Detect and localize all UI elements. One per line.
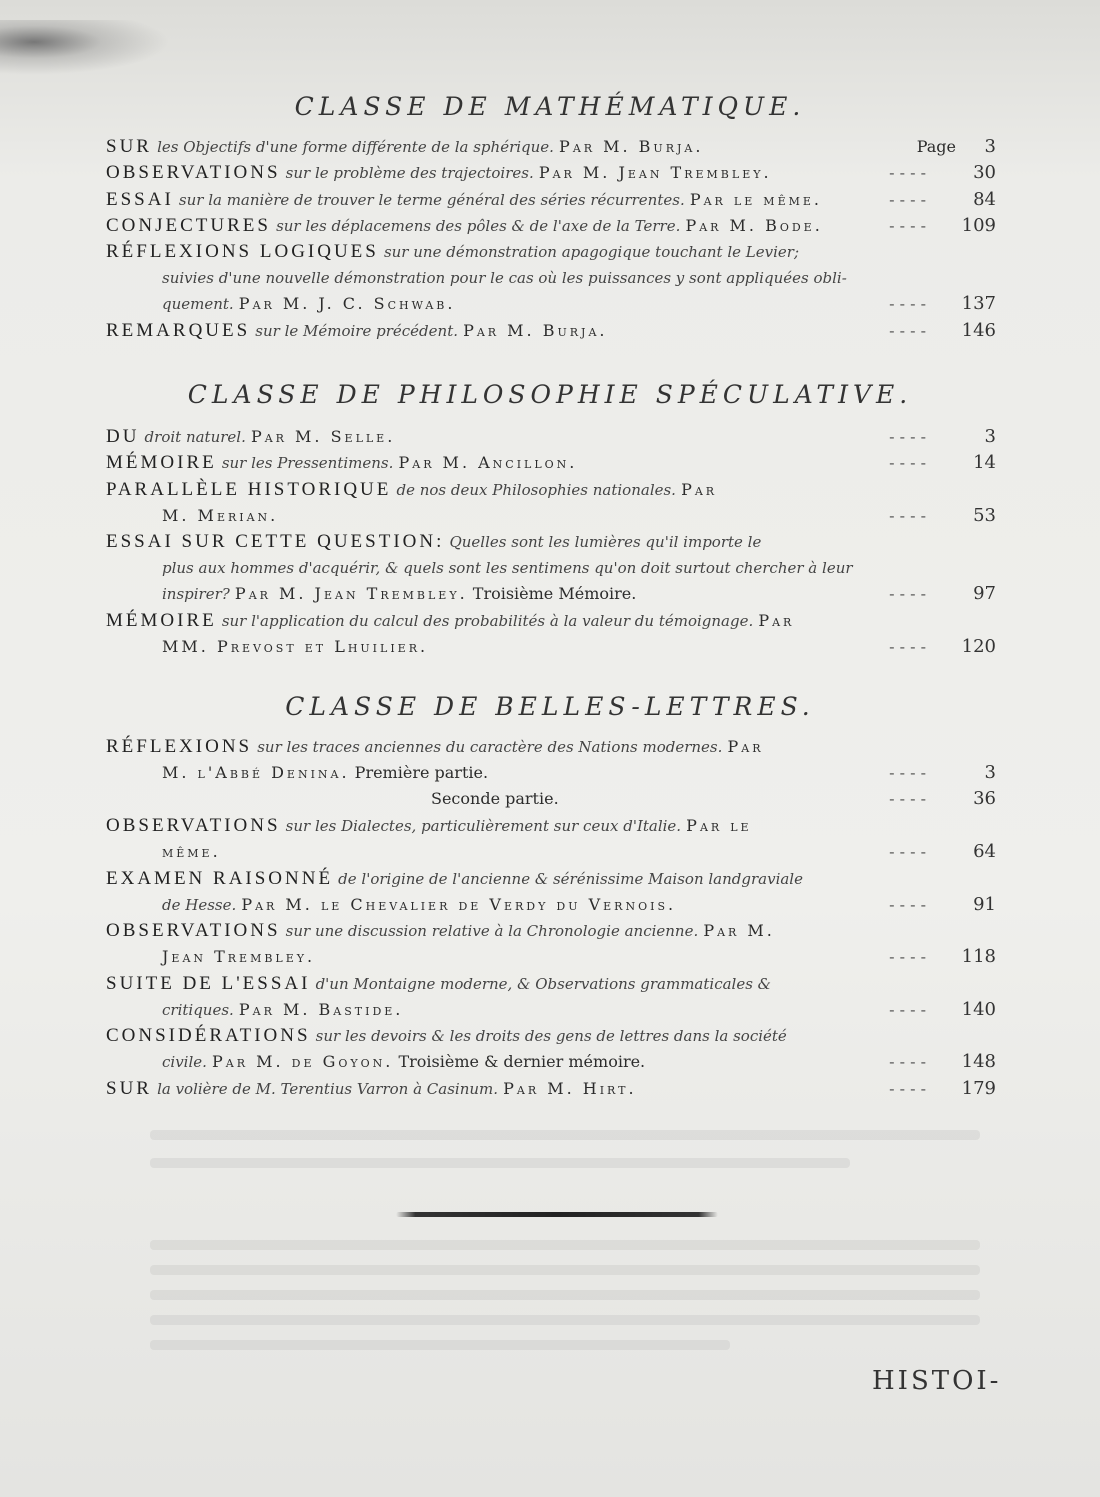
entry-subject: civile.	[162, 1053, 207, 1072]
toc-line	[106, 839, 996, 865]
toc-line	[106, 265, 996, 291]
entry-author: Par M. J. C. Schwab.	[238, 294, 456, 314]
section-title: CLASSE DE MATHÉMATIQUE.	[294, 92, 806, 121]
toc-line	[106, 786, 996, 812]
entry-subject: de Hesse.	[162, 895, 237, 914]
toc-line	[106, 581, 996, 607]
toc-entry	[106, 424, 996, 450]
entry-author: Par	[681, 479, 718, 499]
leader-dashes: - - - -	[889, 584, 926, 604]
page-number: 109	[961, 214, 996, 236]
toc-line	[106, 892, 996, 918]
page-number: 30	[973, 162, 996, 184]
page-number: 3	[984, 136, 996, 157]
entry-lead-word: PARALLÈLE HISTORIQUE	[106, 478, 392, 500]
entry-subject: la volière de M. Terentius Varron à Casinum.	[157, 1079, 499, 1098]
entry-subject: plus aux hommes d'acquérir, & quels sont les sentimens qu'on doit surtout chercher à leur	[162, 559, 853, 578]
entry-subject: de nos deux Philosophies nationales.	[396, 480, 676, 499]
leader-dashes: - - - -	[889, 763, 926, 782]
entry-author: Par M. le Chevalier de Verdy du Vernois.	[241, 894, 677, 914]
entry-lead-word: SUR	[106, 1077, 152, 1099]
entry-author: Par le même.	[689, 189, 822, 209]
toc-line	[106, 477, 996, 503]
entry-author: Par M. Hirt.	[503, 1078, 637, 1098]
entry-subject: sur les Dialectes, particulièrement sur ceux d'Italie.	[285, 816, 682, 835]
entry-lead-word: EXAMEN RAISONNÉ	[106, 867, 334, 889]
page-number: 3	[984, 426, 996, 447]
leader-dashes: - - - -	[889, 1078, 926, 1098]
toc-entry	[106, 608, 996, 660]
toc-line	[106, 555, 996, 581]
toc-entry	[106, 1023, 996, 1075]
ornamental-rule	[396, 1212, 718, 1217]
leader-dashes: - - - -	[889, 1052, 926, 1072]
page-number: 14	[973, 452, 996, 474]
entry-author: MM. Prevost et Lhuilier.	[162, 637, 429, 657]
entry-author: Par M. Bastide.	[238, 999, 404, 1019]
toc-entry	[106, 134, 996, 160]
entry-lead-word: MÉMOIRE	[106, 452, 217, 474]
entry-author: Par M. Burja.	[559, 137, 704, 156]
entry-author: Par M. Jean Trembley.	[538, 163, 772, 183]
entry-note: Seconde partie.	[431, 789, 559, 808]
toc-line	[106, 608, 996, 634]
entry-subject: quement.	[162, 295, 234, 314]
entry-author: Par M. Burja.	[463, 321, 608, 341]
page-label: Page	[916, 137, 956, 156]
toc-entry	[106, 813, 996, 865]
leader-dashes: - - - -	[889, 637, 926, 657]
entry-author: Par M. Ancillon.	[398, 453, 578, 473]
toc-entry	[106, 734, 996, 812]
entry-author: Par M.	[703, 921, 775, 941]
entry-author: M. l'Abbé Denina.	[162, 763, 350, 782]
toc-line	[106, 997, 996, 1023]
toc-entry	[106, 160, 996, 186]
section-title: CLASSE DE BELLES-LETTRES.	[285, 692, 815, 721]
toc-entry	[106, 450, 996, 476]
entry-lead-word: MÉMOIRE	[106, 610, 217, 632]
toc-line	[106, 529, 996, 555]
page-number: 97	[973, 583, 996, 605]
page-number: 64	[973, 840, 996, 862]
bleed-through-text	[150, 1240, 980, 1250]
entry-lead-word: CONJECTURES	[106, 214, 271, 236]
toc-line	[106, 971, 996, 997]
page-number: 140	[961, 998, 996, 1020]
bleed-through-text	[150, 1265, 980, 1275]
bleed-through-text	[150, 1130, 980, 1140]
toc-line	[106, 291, 996, 317]
toc-line	[106, 134, 996, 160]
toc-line	[106, 424, 996, 450]
catchword: HISTOI-	[872, 1366, 1002, 1396]
toc-line	[106, 1076, 996, 1102]
toc-line	[106, 160, 996, 186]
leader-dashes: - - - -	[889, 215, 926, 235]
entry-author: même.	[162, 841, 221, 861]
entry-subject: droit naturel.	[144, 428, 246, 446]
entry-author: Par M. Selle.	[250, 427, 396, 446]
leader-dashes: - - - -	[889, 999, 926, 1019]
bleed-through-text	[150, 1290, 980, 1300]
entry-author: M. Merian.	[162, 505, 279, 525]
page-number: 91	[973, 893, 996, 915]
entry-author: Par M. de Goyon.	[212, 1052, 394, 1072]
entry-author: Par	[727, 737, 764, 756]
entry-lead-word: SUITE DE L'ESSAI	[106, 972, 311, 994]
entry-subject: sur les Pressentimens.	[221, 454, 394, 473]
entry-subject: inspirer?	[162, 585, 230, 604]
leader-dashes: - - - -	[889, 294, 926, 314]
toc-line	[106, 450, 996, 476]
leader-dashes: - - - -	[889, 453, 926, 473]
leader-dashes: - - - -	[889, 789, 926, 808]
toc-entry	[106, 239, 996, 317]
entry-author: Par M. Bode.	[685, 215, 823, 235]
toc-entry	[106, 529, 996, 607]
toc-line	[106, 187, 996, 213]
toc-entry	[106, 477, 996, 529]
entry-author: Par M. Jean Trembley.	[234, 584, 468, 604]
page-number: 3	[984, 762, 996, 783]
toc-line	[106, 634, 996, 660]
entry-lead-word: OBSERVATIONS	[106, 814, 281, 836]
entry-note: Troisième Mémoire.	[472, 584, 637, 604]
entry-lead-word: OBSERVATIONS	[106, 920, 281, 942]
entry-subject: sur une démonstration apagogique touchant le Levier;	[383, 243, 799, 262]
entry-subject: sur les déplacemens des pôles & de l'axe de la Terre.	[276, 216, 681, 235]
entry-note: Première partie.	[354, 763, 489, 782]
toc-entry	[106, 866, 996, 918]
toc-line	[106, 1023, 996, 1049]
bleed-through-text	[150, 1158, 850, 1168]
entry-lead-word: OBSERVATIONS	[106, 162, 281, 184]
toc-line	[106, 239, 996, 265]
toc-line	[106, 503, 996, 529]
entry-subject: sur les traces anciennes du caractère des Nations modernes.	[257, 738, 723, 756]
leader-dashes: - - - -	[889, 427, 926, 446]
entry-subject: sur l'application du calcul des probabilités à la valeur du témoignage.	[221, 612, 754, 631]
entry-lead-word: DU	[106, 426, 140, 447]
page-number: 53	[973, 504, 996, 526]
entry-subject: Quelles sont les lumières qu'il importe le	[449, 533, 762, 552]
entry-subject: sur les devoirs & les droits des gens de lettres dans la société	[315, 1027, 787, 1046]
leader-dashes: - - - -	[889, 321, 926, 341]
entry-author: Par le	[686, 815, 752, 835]
leader-dashes: - - - -	[889, 189, 926, 209]
page-number: 36	[973, 788, 996, 809]
page-number: 146	[961, 320, 996, 342]
toc-line	[106, 866, 996, 892]
bleed-through-text	[150, 1340, 730, 1350]
toc-entry	[106, 1076, 996, 1102]
entry-subject: suivies d'une nouvelle démonstration pour le cas où les puissances y sont appliquées obli-	[162, 269, 847, 288]
page-number: 84	[973, 188, 996, 210]
toc-line	[106, 734, 996, 760]
leader-dashes: - - - -	[889, 505, 926, 525]
toc-line	[106, 918, 996, 944]
entry-author: Jean Trembley.	[162, 947, 316, 967]
entry-subject: sur le Mémoire précédent.	[255, 322, 458, 341]
toc-entry	[106, 918, 996, 970]
toc-entry	[106, 187, 996, 213]
entry-subject: sur une discussion relative à la Chronologie ancienne.	[285, 922, 699, 941]
toc-line	[106, 760, 996, 786]
page-number: 120	[961, 636, 996, 658]
section-title: CLASSE DE PHILOSOPHIE SPÉCULATIVE.	[187, 380, 913, 409]
entry-author: Par	[758, 611, 795, 631]
toc-line	[106, 318, 996, 344]
entry-lead-word: REMARQUES	[106, 320, 251, 342]
entry-subject: les Objectifs d'une forme différente de la sphérique.	[157, 138, 554, 156]
toc-entry	[106, 213, 996, 239]
entry-lead-word: ESSAI SUR CETTE QUESTION:	[106, 531, 445, 553]
page-number: 118	[961, 946, 996, 968]
ink-smudge	[0, 20, 170, 75]
entry-subject: sur la manière de trouver le terme général des séries récurrentes.	[178, 190, 685, 209]
entry-subject: sur le problème des trajectoires.	[285, 164, 534, 183]
entry-subject: de l'origine de l'ancienne & sérénissime Maison landgraviale	[338, 869, 803, 888]
leader-dashes: - - - -	[889, 841, 926, 861]
toc-line	[106, 944, 996, 970]
entry-lead-word: ESSAI	[106, 188, 174, 210]
toc-line	[106, 213, 996, 239]
toc-entry	[106, 318, 996, 344]
bleed-through-text	[150, 1315, 980, 1325]
page-number: 179	[961, 1077, 996, 1099]
leader-dashes: - - - -	[889, 163, 926, 183]
toc-line	[106, 1049, 996, 1075]
entry-lead-word: RÉFLEXIONS LOGIQUES	[106, 241, 379, 263]
entry-lead-word: RÉFLEXIONS	[106, 736, 253, 757]
leader-dashes: - - - -	[889, 947, 926, 967]
toc-line	[106, 813, 996, 839]
leader-dashes: - - - -	[889, 894, 926, 914]
entry-lead-word: SUR	[106, 136, 152, 157]
entry-note: Troisième & dernier mémoire.	[398, 1052, 646, 1072]
toc-entry	[106, 971, 996, 1023]
page-number: 148	[961, 1051, 996, 1073]
entry-subject: d'un Montaigne moderne, & Observations grammaticales &	[315, 974, 772, 993]
page-number: 137	[961, 293, 996, 315]
entry-subject: critiques.	[162, 1000, 234, 1019]
entry-lead-word: CONSIDÉRATIONS	[106, 1025, 311, 1047]
